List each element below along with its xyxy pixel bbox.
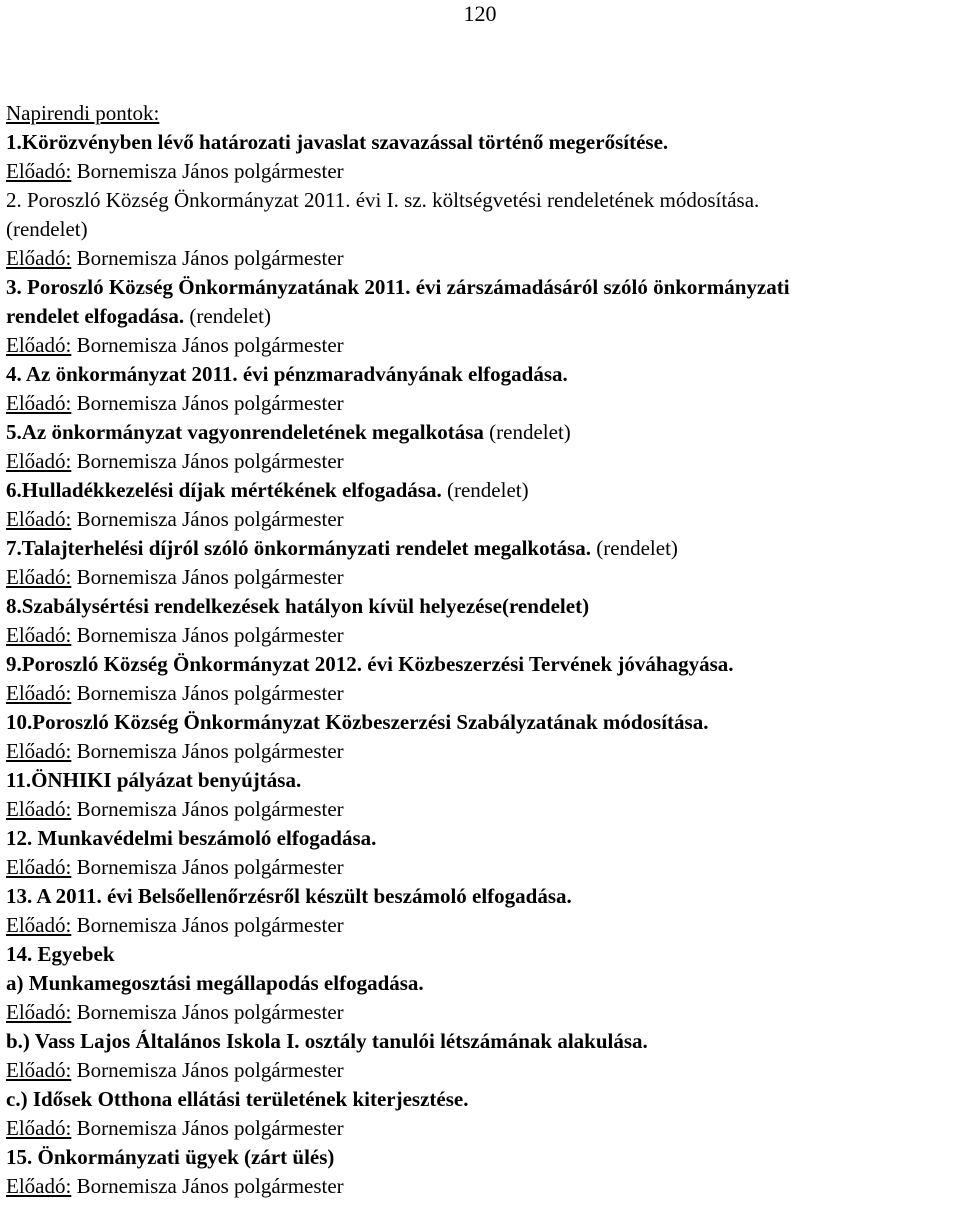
agenda-item-text: (rendelet) [591,536,678,560]
agenda-item [6,534,956,592]
agenda-item [6,273,956,360]
presenter-label: Előadó: [6,739,72,763]
presenter-label: Előadó: [6,1116,72,1140]
presenter-label: Előadó: [6,1058,72,1082]
agenda-item-title-line [6,273,956,302]
agenda-item [6,1143,956,1201]
presenter-label: Előadó: [6,855,72,879]
agenda-item [6,128,956,186]
presenter-label: Előadó: [6,565,72,589]
presenter-name: Bornemisza János polgármester [71,449,344,473]
agenda-item-text: 2. Poroszló Község Önkormányzat 2011. évi I. sz. költségvetési rendeletének módosítása. [6,188,760,212]
presenter-label: Előadó: [6,333,72,357]
agenda-item [6,592,956,650]
agenda-item-text: 4. Az önkormányzat 2011. évi pénzmaradványának elfogadása. [6,362,568,386]
agenda-item-text: 15. Önkormányzati ügyek (zárt ülés) [6,1145,335,1169]
agenda-item-presenter [6,331,956,360]
agenda-item-presenter [6,563,956,592]
presenter-name: Bornemisza János polgármester [71,739,344,763]
agenda-item-presenter [6,1172,956,1201]
agenda-item-text: b.) Vass Lajos Általános Iskola I. osztály tanulói létszámának alakulása. [6,1029,648,1053]
agenda-item [6,476,956,534]
agenda-item-title-line [6,969,956,998]
agenda-item-presenter [6,998,956,1027]
agenda-item-text: 5.Az önkormányzat vagyonrendeletének megalkotása [6,420,484,444]
agenda-item [6,882,956,940]
agenda-item-title-line [6,592,956,621]
presenter-label: Előadó: [6,159,72,183]
presenter-name: Bornemisza János polgármester [71,391,344,415]
presenter-label: Előadó: [6,681,72,705]
agenda-item-presenter [6,795,956,824]
agenda-item-title-line [6,360,956,389]
agenda-item-title-line [6,940,956,969]
agenda-item-title-line [6,186,956,215]
agenda-item-text: 9.Poroszló Község Önkormányzat 2012. évi Közbeszerzési Tervének jóváhagyása. [6,652,734,676]
agenda-item [6,650,956,708]
agenda-item [6,1027,956,1085]
agenda-item-text: rendelet elfogadása. [6,304,185,328]
presenter-name: Bornemisza János polgármester [71,333,344,357]
agenda-item-title-line [6,766,956,795]
agenda-item-text: (rendelet) [441,478,529,502]
agenda-items [6,128,956,1201]
agenda-item-text: c.) Idősek Otthona ellátási területének kiterjesztése. [6,1087,469,1111]
presenter-name: Bornemisza János polgármester [71,507,344,531]
agenda-item [6,940,956,1027]
agenda-item [6,708,956,766]
agenda-item-text: 1.Körözvényben lévő határozati javaslat szavazással történő megerősítése. [6,130,669,154]
agenda-item-presenter [6,447,956,476]
agenda-item-presenter [6,1056,956,1085]
agenda-item-presenter [6,1114,956,1143]
presenter-label: Előadó: [6,391,72,415]
presenter-name: Bornemisza János polgármester [71,855,344,879]
agenda-item-presenter [6,621,956,650]
agenda-item-title-line [6,215,956,244]
agenda-item-text: 13. A 2011. évi Belsőellenőrzésről készült beszámoló elfogadása. [6,884,572,908]
agenda-item-presenter [6,737,956,766]
presenter-label: Előadó: [6,623,72,647]
agenda-item-title-line [6,476,956,505]
agenda-item-text: (rendelet) [6,217,88,241]
presenter-name: Bornemisza János polgármester [71,159,344,183]
presenter-name: Bornemisza János polgármester [71,913,344,937]
agenda-document [6,99,956,1201]
agenda-item [6,360,956,418]
agenda-item-title-line [6,1027,956,1056]
agenda-item-title-line [6,824,956,853]
presenter-name: Bornemisza János polgármester [71,681,344,705]
agenda-item-title-line [6,882,956,911]
agenda-item-text: 12. Munkavédelmi beszámoló elfogadása. [6,826,377,850]
agenda-item-title-line [6,708,956,737]
agenda-item-title-line [6,1143,956,1172]
presenter-name: Bornemisza János polgármester [71,1174,344,1198]
presenter-name: Bornemisza János polgármester [71,797,344,821]
presenter-name: Bornemisza János polgármester [71,246,344,270]
agenda-item-text: a) Munkamegosztási megállapodás elfogadása. [6,971,424,995]
agenda-item-title-line [6,128,956,157]
page-number: 120 [463,1,497,26]
agenda-item-presenter [6,679,956,708]
agenda-item [6,766,956,824]
agenda-item-text: 6.Hulladékkezelési díjak mértékének elfogadása. [6,478,442,502]
agenda-item-text: 14. Egyebek [6,942,115,966]
agenda-item-text: 3. Poroszló Község Önkormányzatának 2011. évi zárszámadásáról szóló önkormányzati [6,275,790,299]
agenda-item-presenter [6,157,956,186]
agenda-heading: Napirendi pontok: [6,101,160,125]
presenter-name: Bornemisza János polgármester [71,623,344,647]
presenter-name: Bornemisza János polgármester [71,565,344,589]
agenda-item-title-line [6,534,956,563]
presenter-label: Előadó: [6,246,72,270]
agenda-item-presenter [6,853,956,882]
agenda-item-presenter [6,244,956,273]
agenda-item-text: 10.Poroszló Község Önkormányzat Közbeszerzési Szabályzatának módosítása. [6,710,709,734]
agenda-item-title-line [6,302,956,331]
presenter-label: Előadó: [6,449,72,473]
presenter-label: Előadó: [6,507,72,531]
agenda-item-text: 11.ÖNHIKI pályázat benyújtása. [6,768,302,792]
agenda-item [6,824,956,882]
agenda-item-presenter [6,389,956,418]
agenda-item-presenter [6,911,956,940]
agenda-item-title-line [6,1085,956,1114]
agenda-item [6,186,956,273]
agenda-item-text: (rendelet) [483,420,571,444]
agenda-item-text: 8.Szabálysértési rendelkezések hatályon kívül helyezése(rendelet) [6,594,590,618]
presenter-label: Előadó: [6,913,72,937]
presenter-label: Előadó: [6,797,72,821]
presenter-name: Bornemisza János polgármester [71,1058,344,1082]
presenter-label: Előadó: [6,1174,72,1198]
agenda-item-title-line [6,418,956,447]
agenda-item [6,418,956,476]
presenter-name: Bornemisza János polgármester [71,1116,344,1140]
agenda-item-text: 7.Talajterhelési díjról szóló önkormányzati rendelet megalkotása. [6,536,592,560]
agenda-item-presenter [6,505,956,534]
agenda-item [6,1085,956,1143]
presenter-name: Bornemisza János polgármester [71,1000,344,1024]
agenda-item-text: (rendelet) [184,304,271,328]
presenter-label: Előadó: [6,1000,72,1024]
agenda-item-title-line [6,650,956,679]
